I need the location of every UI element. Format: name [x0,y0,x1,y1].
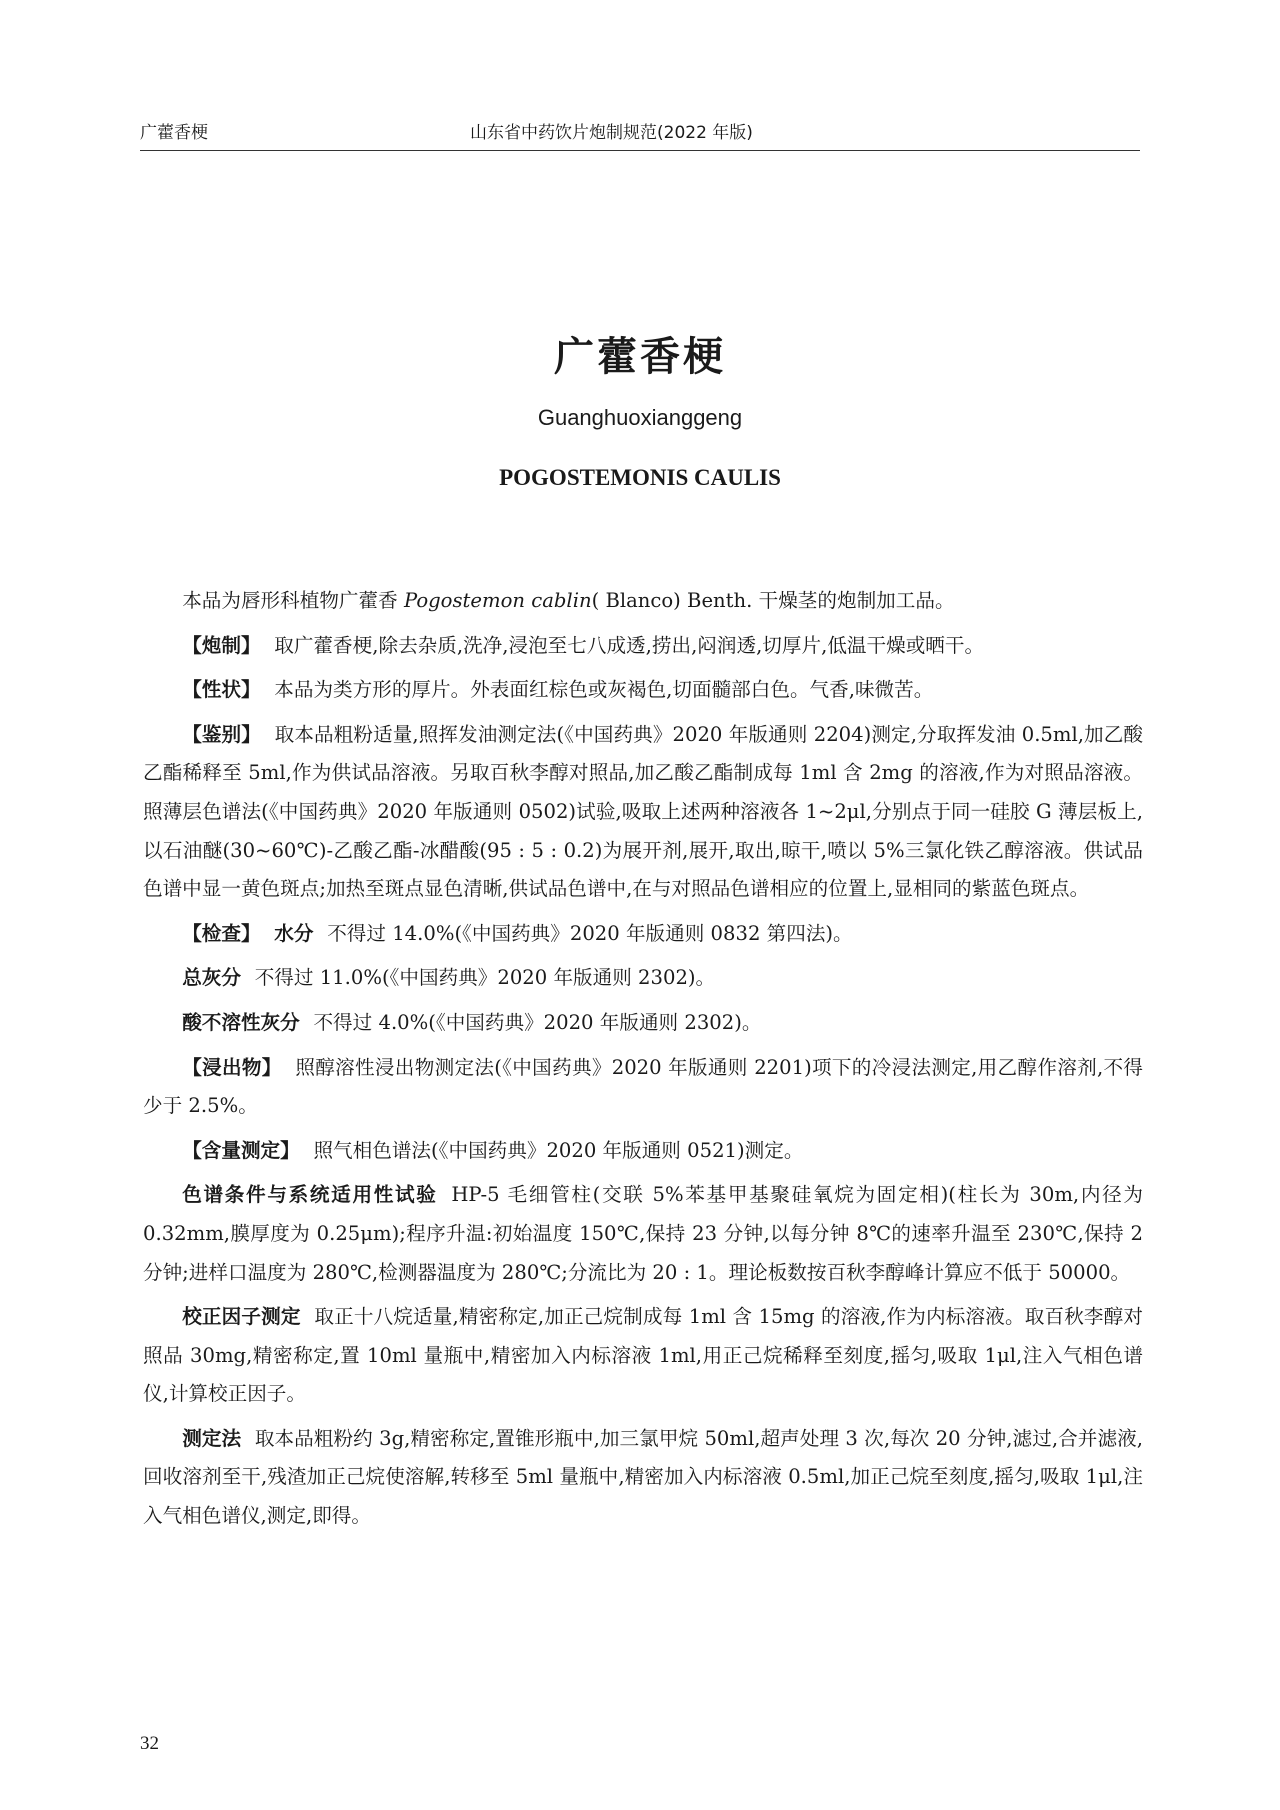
identification-paragraph [143,716,1143,909]
inspection-label: 【检查】 [182,921,261,945]
extract-paragraph [143,1049,1143,1126]
inspection-item-paragraph [143,1004,1143,1043]
assay-text: 照气相色谱法(《中国药典》2020 年版通则 0521)测定。 [313,1138,804,1162]
identification-label: 【鉴别】 [182,722,261,746]
assay-subsection-name: 色谱条件与系统适用性试验 [182,1183,438,1207]
inspection-item-text: 不得过 14.0%(《中国药典》2020 年版通则 0832 第四法)。 [327,921,853,945]
inspection-item-name: 总灰分 [182,966,241,990]
assay-subsection-text: HP-5 毛细管柱(交联 5%苯基甲基聚硅氧烷为固定相)(柱长为 30m,内径为 0.32mm,膜厚度为 0.25μm);程序升温:初始温度 150℃,保持 23 分钟,以每分钟 8℃的速率升温至 230℃,保持 2 分钟;进样口温度为 280℃,检测器温度为 280℃;分流比为 20 : 1。理论板数按百秋李醇峰计算应不低于 50000。 [143,1183,1143,1284]
assay-label: 【含量测定】 [182,1138,300,1162]
identification-text: 取本品粗粉适量,照挥发油测定法(《中国药典》2020 年版通则 2204)测定,分取挥发油 0.5ml,加乙酸乙酯稀释至 5ml,作为供试品溶液。另取百秋李醇对照品,加乙酸乙酯制成每 1ml 含 2mg 的溶液,作为对照品溶液。照薄层色谱法(《中国药典》2020 年版通则 0502)试验,吸取上述两种溶液各 1~2μl,分别点于同一硅胶 G 薄层板上,以石油醚(30~60℃)-乙酸乙酯-冰醋酸(95 : 5 : 0.2)为展开剂,展开,取出,晾干,喷以 5%三氯化铁乙醇溶液。供试品色谱中显一黄色斑点;加热至斑点显色清晰,供试品色谱中,在与对照品色谱相应的位置上,显相同的紫蓝色斑点。 [143,722,1144,901]
intro-paragraph [143,582,1143,621]
monograph-pinyin: Guanghuoxianggeng [537,405,743,430]
inspection-item-paragraph [143,959,1143,998]
characters-paragraph [143,671,1143,710]
extract-text: 照醇溶性浸出物测定法(《中国药典》2020 年版通则 2201)项下的冷浸法测定,用乙醇作溶剂,不得少于 2.5%。 [143,1055,1143,1118]
processing-paragraph [143,627,1143,666]
inspection-item-name: 水分 [274,921,314,945]
characters-text: 本品为类方形的厚片。外表面红棕色或灰褐色,切面髓部白色。气香,味微苦。 [274,678,934,702]
intro-pre: 本品为唇形科植物广藿香 [182,589,404,612]
extract-label: 【浸出物】 [182,1055,282,1079]
assay-subsection-text: 取正十八烷适量,精密称定,加正己烷制成每 1ml 含 15mg 的溶液,作为内标溶液。取百秋李醇对照品 30mg,精密称定,置 10ml 量瓶中,精密加入内标溶液 1ml,用正己烷稀释至刻度,摇匀,吸取 1μl,注入气相色谱仪,计算校正因子。 [143,1305,1144,1406]
processing-text: 取广藿香梗,除去杂质,洗净,浸泡至七八成透,捞出,闷润透,切厚片,低温干燥或晒干。 [274,633,985,657]
monograph-title: 广藿香梗 [554,334,726,380]
running-header [140,118,1140,151]
assay-subsection-text: 取本品粗粉约 3g,精密称定,置锥形瓶中,加三氯甲烷 50ml,超声处理 3 次,每次 20 分钟,滤过,合并滤液,回收溶剂至干,残渣加正己烷使溶解,转移至 5ml 量瓶中,精密加入内标溶液 0.5ml,加正己烷至刻度,摇匀,吸取 1μl,注入气相色谱仪,测定,即得。 [143,1426,1143,1528]
header-section-name: 广藿香梗 [140,123,208,143]
inspection-item-text: 不得过 4.0%(《中国药典》2020 年版通则 2302)。 [313,1010,762,1034]
monograph-body [143,582,1143,1536]
assay-subsection-name: 测定法 [182,1426,242,1450]
assay-subsection-paragraph [143,1420,1143,1536]
monograph-latin-name: POGOSTEMONIS CAULIS [499,465,781,490]
inspection-paragraph [143,915,1143,954]
assay-paragraph [143,1132,1143,1171]
assay-subsection-paragraph [143,1176,1143,1292]
page-number: 32 [140,1733,159,1754]
assay-subsection-name: 校正因子测定 [182,1305,301,1329]
header-book-title: 山东省中药饮片炮制规范(2022 年版) [470,123,753,143]
inspection-item-text: 不得过 11.0%(《中国药典》2020 年版通则 2302)。 [254,966,716,990]
inspection-item-name: 酸不溶性灰分 [182,1010,300,1034]
processing-label: 【炮制】 [182,633,261,657]
intro-post: ( Blanco) Benth. 干燥茎的炮制加工品。 [591,589,955,612]
assay-subsection-paragraph [143,1298,1143,1414]
scientific-name: Pogostemon cablin [403,589,592,612]
characters-label: 【性状】 [182,678,261,702]
